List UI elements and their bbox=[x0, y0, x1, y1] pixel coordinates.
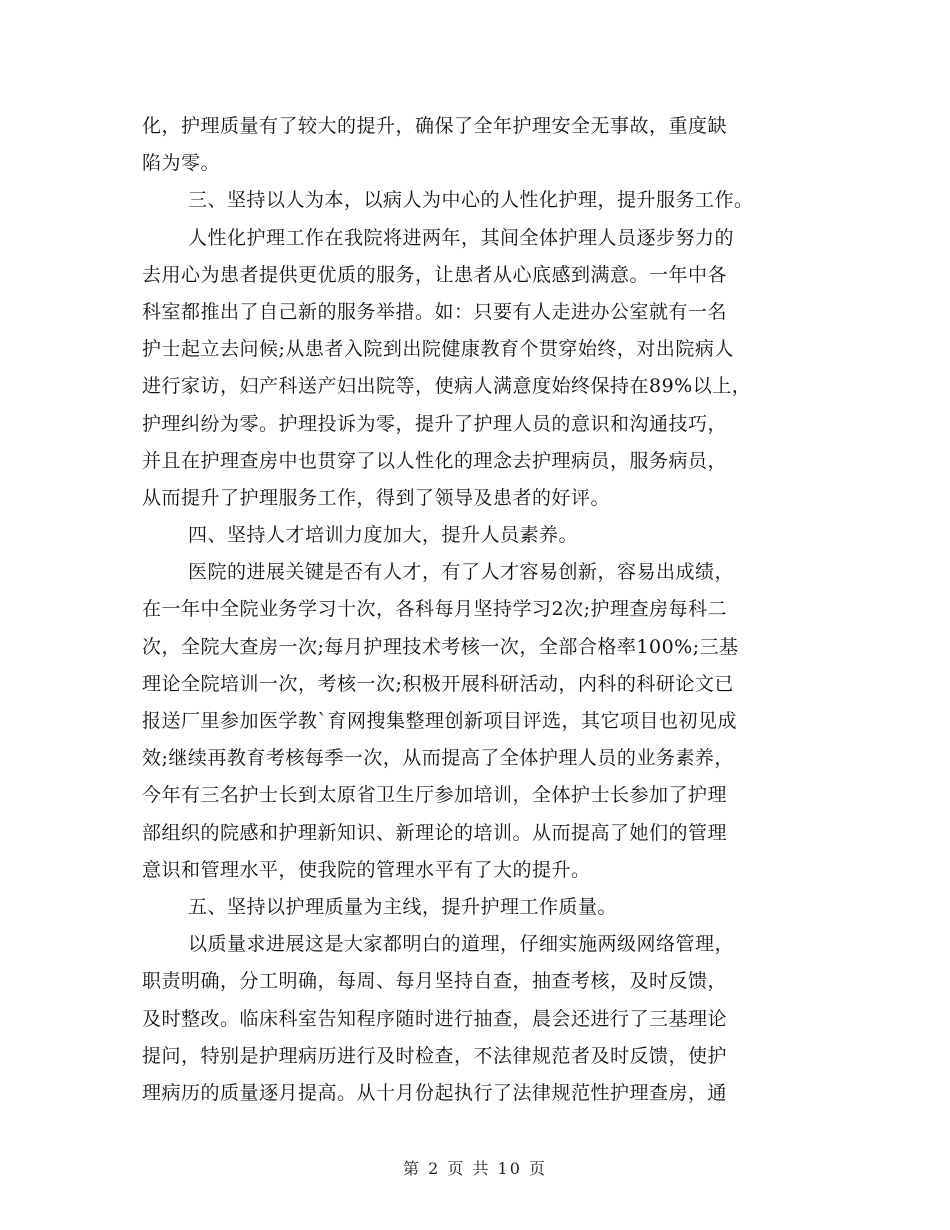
text-line: 去用心为患者提供更优质的服务，让患者从心底感到满意。一年中各 bbox=[142, 263, 728, 286]
text-line: 并且在护理查房中也贯穿了以人性化的理念去护理病员，服务病员， bbox=[142, 449, 728, 472]
text-line: 效;继续再教育考核每季一次，从而提高了全体护理人员的业务素养， bbox=[142, 747, 734, 770]
text-line: 以质量求进展这是大家都明白的道理，仔细实施两级网络管理， bbox=[188, 933, 735, 956]
text-line: 护理纠纷为零。护理投诉为零，提升了护理人员的意识和沟通技巧， bbox=[142, 412, 728, 435]
text-line: 进行家访，妇产科送产妇出院等，使病人满意度始终保持在89%以上， bbox=[142, 375, 752, 398]
text-line: 提问，特别是护理病历进行及时检查，不法律规范者及时反馈，使护 bbox=[142, 1044, 728, 1067]
text-line: 陷为零。 bbox=[142, 152, 221, 175]
text-line: 职责明确，分工明确，每周、每月坚持自查，抽查考核，及时反馈， bbox=[142, 970, 728, 993]
text-line: 部组织的院感和护理新知识、新理论的培训。从而提高了她们的管理 bbox=[142, 821, 728, 844]
text-line: 化，护理质量有了较大的提升，确保了全年护理安全无事故，重度缺 bbox=[142, 115, 728, 137]
text-line: 报送厂里参加医学教`育网搜集整理创新项目评选，其它项目也初见成 bbox=[142, 710, 738, 732]
text-line: 护士起立去问候;从患者入院到出院健康教育个贯穿始终，对出院病人 bbox=[142, 338, 734, 361]
text-line: 及时整改。临床科室告知程序随时进行抽查，晨会还进行了三基理论 bbox=[142, 1007, 728, 1030]
text-line: 意识和管理水平，使我院的管理水平有了大的提升。 bbox=[142, 858, 591, 881]
document-body bbox=[142, 108, 822, 1112]
page-number-footer: 第 2 页 共 10 页 bbox=[403, 1159, 547, 1178]
text-line: 在一年中全院业务学习十次，各科每月坚持学习2次;护理查房每科二 bbox=[142, 598, 727, 621]
text-line: 理论全院培训一次，考核一次;积极开展科研活动，内科的科研论文已 bbox=[142, 672, 734, 695]
section-heading: 三、坚持以人为本，以病人为中心的人性化护理，提升服务工作。 bbox=[188, 189, 754, 212]
text-line: 次，全院大查房一次;每月护理技术考核一次，全部合格率100%;三基 bbox=[142, 635, 739, 658]
text-line: 从而提升了护理服务工作，得到了领导及患者的好评。 bbox=[142, 486, 611, 509]
text-line: 科室都推出了自己新的服务举措。如：只要有人走进办公室就有一名 bbox=[142, 300, 728, 323]
text-line: 人性化护理工作在我院将进两年，其间全体护理人员逐步努力的 bbox=[188, 226, 735, 249]
text-line: 医院的进展关键是否有人才，有了人才容易创新，容易出成绩， bbox=[188, 561, 735, 584]
text-line: 今年有三名护士长到太原省卫生厅参加培训，全体护士长参加了护理 bbox=[142, 784, 728, 807]
section-heading: 五、坚持以护理质量为主线，提升护理工作质量。 bbox=[188, 895, 618, 918]
section-heading: 四、坚持人才培训力度加大，提升人员素养。 bbox=[188, 524, 579, 547]
text-line: 理病历的质量逐月提高。从十月份起执行了法律规范性护理查房，通 bbox=[142, 1081, 728, 1104]
